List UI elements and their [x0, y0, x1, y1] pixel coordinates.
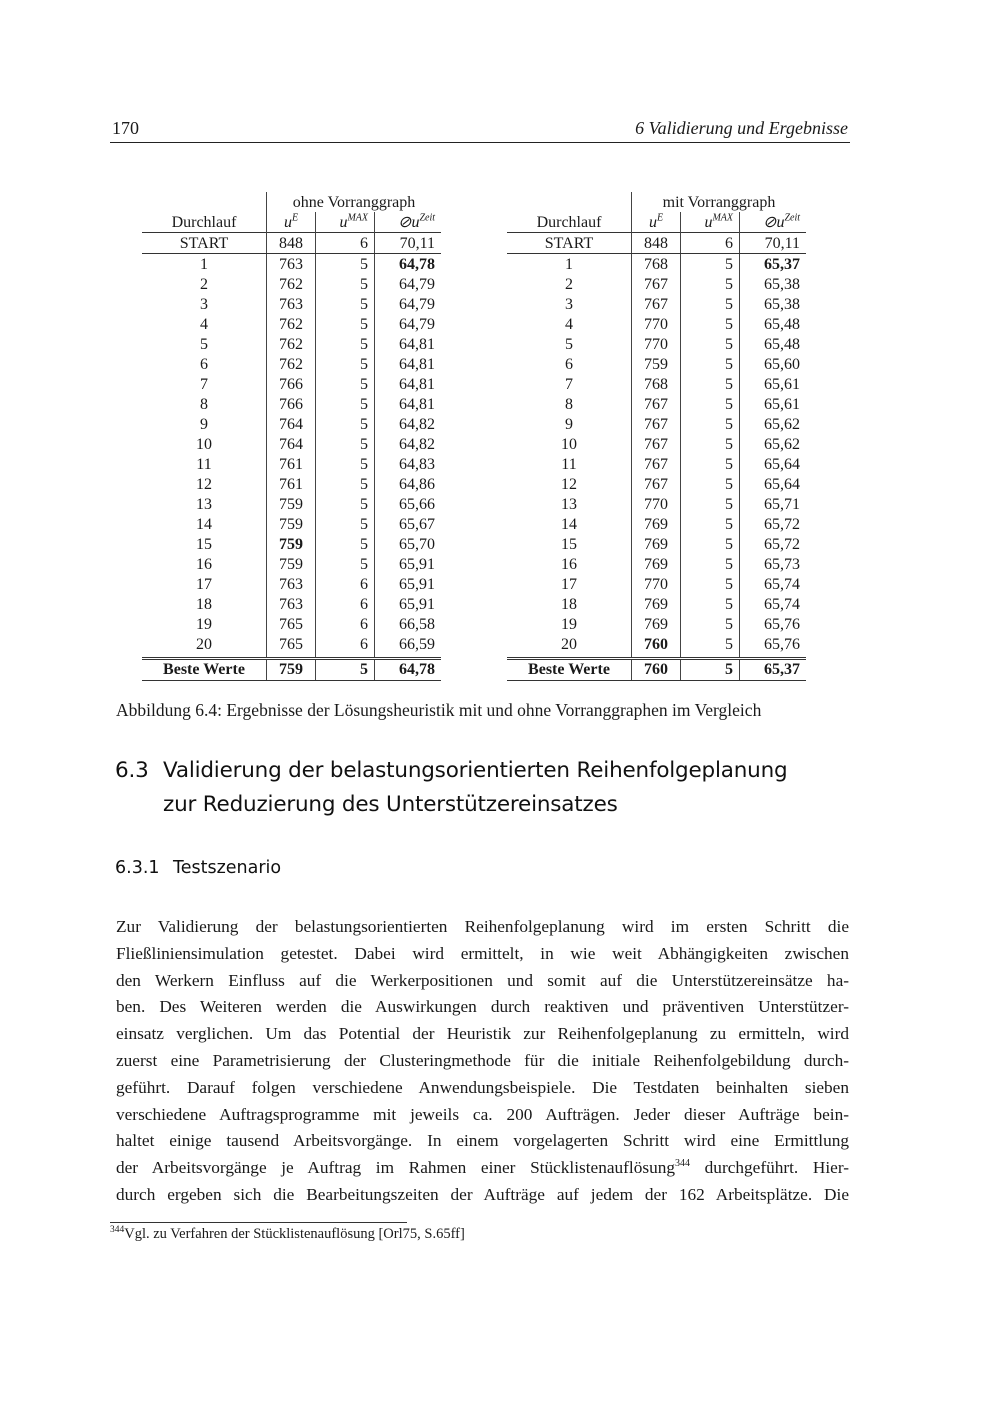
cell-run: 9 [200, 415, 208, 433]
cell-uzeit: 64,79 [375, 274, 442, 294]
cell-run: 19 [561, 615, 577, 633]
table-group-label: ohne Vorranggraph [267, 192, 442, 212]
cell-umax: 6 [681, 233, 740, 254]
table-row [507, 254, 806, 275]
cell-ue: 761 [267, 474, 316, 494]
cell-umax: 6 [316, 233, 375, 254]
cell-uzeit: 65,48 [740, 334, 807, 354]
cell-uzeit: 65,60 [740, 354, 807, 374]
body-line: geführt. Darauf folgen verschiedene Anwendungsbeispiele. Die Testdaten beinhalten sieben [116, 1077, 849, 1097]
cell-ue: 767 [632, 274, 681, 294]
table-group-label: mit Vorranggraph [632, 192, 807, 212]
table-row [507, 414, 806, 434]
cell-ue: 769 [632, 614, 681, 634]
column-header-run: Durchlauf [536, 213, 602, 231]
cell-uzeit: 65,76 [740, 614, 807, 634]
cell-uzeit: 64,79 [375, 294, 442, 314]
cell-ue: 767 [632, 414, 681, 434]
cell-umax: 5 [681, 314, 740, 334]
cell-umax: 5 [681, 574, 740, 594]
cell-ue: 767 [632, 294, 681, 314]
cell-umax: 5 [681, 658, 740, 680]
table-row [142, 254, 441, 275]
running-chapter-title: 6 Validierung und Ergebnisse [635, 118, 848, 138]
body-line: der Arbeitsvorgänge je Auftrag im Rahmen einer Stücklistenauflösung$^{344}$ durchgeführt. Hier- [116, 1158, 849, 1178]
cell-run: 17 [196, 575, 212, 593]
footnote-text: Vgl. zu Verfahren der Stücklistenauflösung [Orl75, S.65ff] [124, 1226, 465, 1242]
cell-ue: 759 [632, 354, 681, 374]
body-line: den Werkern Einfluss auf die Werkerpositionen und somit auf die Unterstützereinsätze ha- [116, 970, 849, 990]
cell-ue: 767 [632, 434, 681, 454]
cell-run: 18 [196, 595, 212, 613]
cell-uzeit: 65,73 [740, 554, 807, 574]
figure-caption: Abbildung 6.4: Ergebnisse der Lösungsheuristik mit und ohne Vorranggraphen im Vergleich [116, 700, 762, 720]
cell-uzeit: 64,78 [375, 254, 442, 275]
section-number: 6.3 [115, 758, 149, 783]
cell-run: 2 [200, 275, 208, 293]
cell-umax: 5 [681, 534, 740, 554]
cell-umax: 5 [316, 554, 375, 574]
table-row [507, 374, 806, 394]
column-header-umax: $u^{MAX}$ [316, 212, 375, 233]
cell-ue: 759 [267, 658, 316, 680]
cell-run: 1 [565, 255, 573, 273]
body-line: Fließliniensimulation getestet. Dabei wird ermittelt, in wie weit Abhängigkeiten zwischen [116, 943, 849, 963]
body-paragraph [116, 914, 849, 1209]
cell-uzeit: 65,72 [740, 514, 807, 534]
cell-ue: 760 [632, 658, 681, 680]
cell-uzeit: 65,61 [740, 374, 807, 394]
table-row [507, 594, 806, 614]
cell-umax: 5 [681, 554, 740, 574]
table-start-row [507, 233, 806, 254]
cell-run: 4 [200, 315, 208, 333]
table-row [142, 434, 441, 454]
cell-uzeit: 65,76 [740, 634, 807, 654]
cell-uzeit: 65,37 [740, 658, 807, 680]
cell-umax: 5 [316, 254, 375, 275]
cell-run: 3 [565, 295, 573, 313]
cell-umax: 6 [316, 594, 375, 614]
column-header-uzeit: $⊘u^{Zeit}$ [740, 212, 807, 233]
cell-umax: 5 [681, 414, 740, 434]
subsection-title: Testszenario [173, 858, 282, 878]
table-best-row [507, 658, 806, 680]
table-row [142, 514, 441, 534]
cell-run: 8 [565, 395, 573, 413]
cell-run: 15 [561, 535, 577, 553]
table-row [142, 354, 441, 374]
table-row [142, 494, 441, 514]
cell-uzeit: 65,64 [740, 454, 807, 474]
table-row [142, 454, 441, 474]
table-row [507, 314, 806, 334]
cell-uzeit: 65,91 [375, 554, 442, 574]
cell-umax: 5 [681, 394, 740, 414]
cell-run: START [142, 233, 267, 254]
cell-uzeit: 65,62 [740, 414, 807, 434]
cell-ue: 770 [632, 574, 681, 594]
body-line: einsatz verglichen. Um das Potential der Heuristik zur Reihenfolgeplanung zu ermitteln, wird [116, 1024, 849, 1044]
cell-ue: 765 [267, 634, 316, 654]
cell-ue: 759 [267, 554, 316, 574]
cell-uzeit: 65,74 [740, 594, 807, 614]
cell-umax: 5 [681, 514, 740, 534]
cell-uzeit: 65,91 [375, 574, 442, 594]
cell-ue: 769 [632, 594, 681, 614]
table-row [142, 334, 441, 354]
subsection-heading [115, 858, 281, 878]
body-line: verschiedene Auftragsprogramme mit jeweils ca. 200 Aufträgen. Jeder dieser Aufträge bein- [116, 1104, 849, 1124]
table-row [142, 274, 441, 294]
table-row [507, 494, 806, 514]
cell-uzeit: 70,11 [375, 233, 442, 254]
table-row [507, 474, 806, 494]
cell-run: 7 [200, 375, 208, 393]
cell-umax: 5 [681, 254, 740, 275]
cell-ue: 759 [267, 494, 316, 514]
cell-run: 5 [200, 335, 208, 353]
cell-ue: 760 [632, 634, 681, 654]
cell-uzeit: 65,91 [375, 594, 442, 614]
cell-ue: 848 [267, 233, 316, 254]
table-best-row [142, 658, 441, 680]
cell-uzeit: 66,58 [375, 614, 442, 634]
cell-umax: 5 [316, 474, 375, 494]
cell-run: 13 [196, 495, 212, 513]
cell-uzeit: 70,11 [740, 233, 807, 254]
body-line: haltet einige tausend Arbeitsvorgänge. In einem vorgelagerten Schritt wird eine Ermittlung [116, 1131, 849, 1151]
cell-ue: 768 [632, 254, 681, 275]
cell-run: START [507, 233, 632, 254]
cell-umax: 5 [681, 374, 740, 394]
cell-umax: 5 [316, 314, 375, 334]
cell-run: 15 [196, 535, 212, 553]
table-row [142, 614, 441, 634]
cell-run: 5 [565, 335, 573, 353]
cell-uzeit: 64,78 [375, 658, 442, 680]
cell-ue: 763 [267, 594, 316, 614]
cell-umax: 5 [316, 354, 375, 374]
cell-uzeit: 65,62 [740, 434, 807, 454]
cell-ue: 769 [632, 554, 681, 574]
cell-uzeit: 65,61 [740, 394, 807, 414]
cell-ue: 763 [267, 254, 316, 275]
column-header-umax: $u^{MAX}$ [681, 212, 740, 233]
cell-ue: 762 [267, 274, 316, 294]
footnote-mark: 344 [110, 1225, 125, 1236]
cell-run: 13 [561, 495, 577, 513]
cell-ue: 767 [632, 454, 681, 474]
table-row [507, 514, 806, 534]
cell-uzeit: 64,81 [375, 394, 442, 414]
cell-run: 8 [200, 395, 208, 413]
cell-ue: 759 [267, 534, 316, 554]
cell-run: 6 [565, 355, 573, 373]
cell-run: 11 [561, 455, 577, 473]
cell-run: 14 [196, 515, 212, 533]
cell-run: 17 [561, 575, 577, 593]
footnote-reference[interactable]: 344 [675, 1158, 691, 1170]
body-line: Zur Validierung der belastungsorientierten Reihenfolgeplanung wird im ersten Schritt die [116, 917, 849, 936]
cell-run: 16 [561, 555, 577, 573]
page-number: 170 [112, 118, 139, 138]
cell-umax: 5 [681, 354, 740, 374]
table-row [142, 414, 441, 434]
cell-umax: 5 [681, 454, 740, 474]
cell-run: Beste Werte [507, 658, 632, 680]
cell-ue: 769 [632, 514, 681, 534]
cell-umax: 5 [681, 494, 740, 514]
cell-run: 1 [200, 255, 208, 273]
cell-uzeit: 65,64 [740, 474, 807, 494]
cell-uzeit: 65,48 [740, 314, 807, 334]
table-row [507, 454, 806, 474]
table-row [142, 294, 441, 314]
cell-run: 19 [196, 615, 212, 633]
cell-uzeit: 64,81 [375, 374, 442, 394]
cell-uzeit: 65,70 [375, 534, 442, 554]
cell-run: 18 [561, 595, 577, 613]
table-row [142, 394, 441, 414]
column-header-run: Durchlauf [171, 213, 237, 231]
column-header-ue: $u^E$ [632, 212, 681, 233]
body-line: durch ergeben sich die Bearbeitungszeiten der Aufträge auf jedem der 162 Arbeitsplätze. Die [116, 1184, 849, 1204]
cell-uzeit: 64,82 [375, 414, 442, 434]
cell-ue: 763 [267, 574, 316, 594]
cell-uzeit: 65,37 [740, 254, 807, 275]
table-row [507, 354, 806, 374]
page-header [110, 116, 850, 143]
cell-umax: 5 [681, 434, 740, 454]
table-row [507, 394, 806, 414]
cell-uzeit: 64,86 [375, 474, 442, 494]
cell-ue: 770 [632, 334, 681, 354]
cell-uzeit: 65,38 [740, 274, 807, 294]
cell-ue: 766 [267, 374, 316, 394]
table-row [142, 314, 441, 334]
cell-uzeit: 65,71 [740, 494, 807, 514]
table-column-header-row [142, 212, 441, 233]
table-row [142, 534, 441, 554]
cell-umax: 5 [316, 374, 375, 394]
cell-run: 14 [561, 515, 577, 533]
footnote [110, 1226, 465, 1243]
subsection-number: 6.3.1 [115, 858, 160, 878]
cell-ue: 764 [267, 434, 316, 454]
cell-umax: 5 [316, 514, 375, 534]
cell-ue: 848 [632, 233, 681, 254]
cell-umax: 5 [681, 614, 740, 634]
cell-ue: 766 [267, 394, 316, 414]
cell-umax: 6 [316, 614, 375, 634]
cell-uzeit: 64,81 [375, 334, 442, 354]
cell-umax: 5 [681, 274, 740, 294]
cell-ue: 765 [267, 614, 316, 634]
table-row [507, 274, 806, 294]
cell-umax: 5 [316, 334, 375, 354]
body-line: ben. Des Weiteren werden die Auswirkungen durch reaktiven und präventiven Unterstützer- [116, 997, 849, 1017]
cell-run: 3 [200, 295, 208, 313]
cell-umax: 5 [681, 594, 740, 614]
cell-ue: 769 [632, 534, 681, 554]
section-title-line2: zur Reduzierung des Unterstützereinsatzes [163, 792, 618, 817]
table-row [507, 334, 806, 354]
table-group-header-row [142, 192, 441, 212]
cell-run: 20 [561, 635, 577, 653]
cell-ue: 762 [267, 334, 316, 354]
cell-run: 10 [196, 435, 212, 453]
cell-umax: 5 [316, 294, 375, 314]
cell-umax: 5 [681, 634, 740, 654]
cell-ue: 759 [267, 514, 316, 534]
cell-umax: 6 [316, 574, 375, 594]
cell-ue: 768 [632, 374, 681, 394]
cell-ue: 767 [632, 394, 681, 414]
cell-uzeit: 64,83 [375, 454, 442, 474]
cell-ue: 767 [632, 474, 681, 494]
cell-run: 6 [200, 355, 208, 373]
table-start-row [142, 233, 441, 254]
cell-ue: 762 [267, 314, 316, 334]
section-heading [115, 754, 787, 822]
cell-ue: 764 [267, 414, 316, 434]
cell-umax: 5 [681, 294, 740, 314]
cell-umax: 5 [316, 274, 375, 294]
table-row [507, 614, 806, 634]
cell-uzeit: 66,59 [375, 634, 442, 654]
cell-run: 10 [561, 435, 577, 453]
table-row [142, 554, 441, 574]
table-row [142, 634, 441, 654]
cell-uzeit: 64,81 [375, 354, 442, 374]
cell-umax: 5 [316, 434, 375, 454]
cell-umax: 5 [316, 494, 375, 514]
cell-umax: 5 [316, 454, 375, 474]
cell-run: 4 [565, 315, 573, 333]
column-header-uzeit: $⊘u^{Zeit}$ [375, 212, 442, 233]
cell-umax: 6 [316, 634, 375, 654]
column-header-ue: $u^E$ [267, 212, 316, 233]
cell-run: 16 [196, 555, 212, 573]
cell-ue: 761 [267, 454, 316, 474]
section-title-line1: Validierung der belastungsorientierten Reihenfolgeplanung [163, 758, 788, 783]
footnote-rule [110, 1222, 407, 1223]
cell-run: 11 [196, 455, 212, 473]
cell-uzeit: 65,66 [375, 494, 442, 514]
cell-uzeit: 65,72 [740, 534, 807, 554]
table-row [142, 574, 441, 594]
cell-run: Beste Werte [142, 658, 267, 680]
results-table-without-precedence-graph [142, 192, 441, 681]
cell-umax: 5 [681, 474, 740, 494]
cell-ue: 762 [267, 354, 316, 374]
cell-uzeit: 65,67 [375, 514, 442, 534]
table-row [142, 474, 441, 494]
cell-run: 12 [561, 475, 577, 493]
cell-uzeit: 65,38 [740, 294, 807, 314]
cell-run: 12 [196, 475, 212, 493]
cell-run: 9 [565, 415, 573, 433]
cell-umax: 5 [316, 394, 375, 414]
cell-umax: 5 [316, 534, 375, 554]
table-row [507, 554, 806, 574]
cell-ue: 770 [632, 494, 681, 514]
table-column-header-row [507, 212, 806, 233]
body-line: zuerst eine Parametrisierung der Clusteringmethode für die initiale Reihenfolgebildung durch- [116, 1050, 849, 1070]
cell-run: 2 [565, 275, 573, 293]
table-row [507, 574, 806, 594]
table-row [142, 594, 441, 614]
table-row [142, 374, 441, 394]
table-group-header-row [507, 192, 806, 212]
table-row [507, 634, 806, 654]
cell-ue: 770 [632, 314, 681, 334]
cell-run: 20 [196, 635, 212, 653]
results-table-with-precedence-graph [507, 192, 806, 681]
table-row [507, 534, 806, 554]
cell-uzeit: 65,74 [740, 574, 807, 594]
cell-umax: 5 [316, 658, 375, 680]
cell-uzeit: 64,79 [375, 314, 442, 334]
cell-uzeit: 64,82 [375, 434, 442, 454]
cell-ue: 763 [267, 294, 316, 314]
cell-umax: 5 [316, 414, 375, 434]
table-row [507, 294, 806, 314]
cell-umax: 5 [681, 334, 740, 354]
cell-run: 7 [565, 375, 573, 393]
table-row [507, 434, 806, 454]
